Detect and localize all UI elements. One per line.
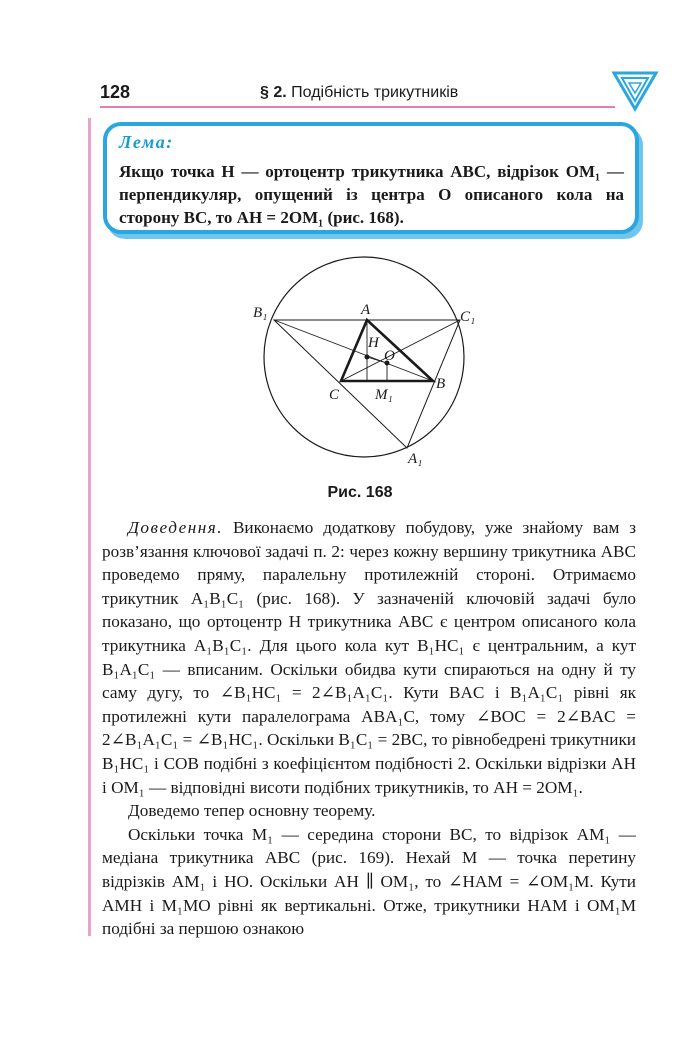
label-c: C: [329, 387, 340, 403]
label-h: H: [368, 335, 379, 351]
triangle-logo-icon: [612, 70, 658, 112]
label-b1: B₁: [253, 305, 268, 321]
body-text: [102, 516, 636, 941]
figure-caption: Рис. 168: [327, 484, 393, 501]
label-o: O: [384, 348, 395, 364]
proof-continuation: Оскільки точка M₁ — середина сторони BC, то відрізок AM₁ — медіана трикутника ABC (рис. 169). Нехай M — точка перетину відрізків AM₁ і HO. Оскільки AH ∥ OM₁, то ∠HAM = ∠OM₁M. Кути AMH і M₁MO рівні як вертикальні. Отже, трикутники HAM і OM₁M подібні за першою ознакою: [102, 824, 636, 939]
section-title-text: Подібність трикутників: [291, 84, 459, 101]
page-header: [100, 78, 615, 106]
header-divider: [100, 106, 615, 108]
lemma-box: [103, 122, 639, 234]
section-marker: § 2.: [260, 84, 287, 101]
section-title: [260, 84, 458, 102]
lemma-text: Якщо точка H — ортоцентр трикутника ABC, відрізок OM₁ — перпендикуляр, опущений із центра O описаного кола на сторону BC, то AH = 2OM₁ (рис. 168).: [119, 162, 624, 227]
page-number: 128: [100, 82, 131, 102]
geometry-figure: [250, 250, 476, 480]
point-h: [365, 355, 370, 360]
label-c1: C₁: [460, 309, 476, 325]
label-m1: M₁: [375, 387, 393, 403]
proof-intro: Доведення.: [128, 518, 224, 537]
lemma-title: Лема:: [119, 132, 174, 152]
label-b: B: [436, 376, 446, 392]
proof-text: Виконаємо додаткову побудову, уже знайому вам з розв’язання ключової задачі п. 2: через кожну вершину трикутника ABC проведемо пряму, паралельну протилежній стороні. Отримаємо трикутник A₁B₁C₁ (рис. 168). У зазначеній ключовій задачі було показано, що ортоцентр H трикутника ABC є центром описаного кола трикутника A₁B₁C₁. Для цього кола кут B₁HC₁ є центральним, а кут B₁A₁C₁ — вписаним. Оскільки обидва кути спираються на одну й ту саму дугу, то ∠B₁HC₁ = 2∠B₁A₁C₁. Кути BAC і B₁A₁C₁ рівні як протилежні кути паралелограма ABA₁C, тому ∠BOC = 2∠BAC = 2∠B₁A₁C₁ = ∠B₁HC₁. Оскільки B₁C₁ = 2BC, то рівнобедрені трикутники B₁HC₁ і COB подібні з коефіцієнтом подібності 2. Оскільки відрізки AH і OM₁ — відповідні висоти подібних трикутників, то AH = 2OM₁.: [102, 518, 636, 797]
label-a: A: [361, 302, 371, 318]
margin-rule: [88, 118, 91, 936]
circumcircle: [264, 257, 464, 457]
label-a1: A₁: [408, 451, 423, 467]
proof-paragraph: [102, 516, 636, 799]
theorem-paragraph: Доведемо тепер основну теорему.: [128, 801, 376, 821]
